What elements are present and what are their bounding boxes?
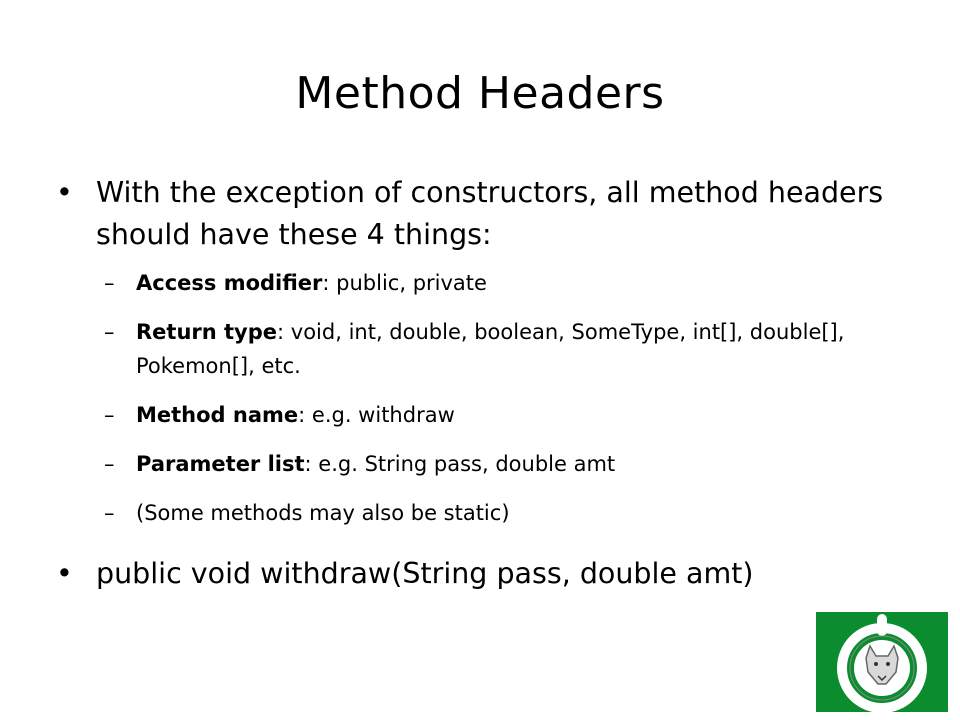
bullet-item	[56, 172, 936, 256]
dash-marker: –	[104, 320, 115, 344]
sub-bullet-item	[56, 496, 936, 530]
sub-bullet-term: Method name	[136, 403, 299, 427]
sub-bullet-item	[56, 398, 936, 432]
bullet-marker: •	[56, 557, 73, 590]
sub-bullet-term: Return type	[136, 320, 278, 344]
sub-bullet-text: : void, int, double, boolean, SomeType, int[], double[], Pokemon[], etc.	[136, 320, 845, 378]
dash-marker: –	[104, 452, 115, 476]
sub-bullet-text: : e.g. withdraw	[298, 403, 455, 427]
dash-marker: –	[104, 271, 115, 295]
sub-bullet-item	[56, 447, 936, 481]
sub-bullet-item	[56, 315, 936, 383]
bullet-text: With the exception of constructors, all method headers should have these 4 things:	[96, 176, 884, 251]
sub-bullet-term: Parameter list	[136, 452, 305, 476]
dash-marker: –	[104, 501, 115, 525]
sub-bullet-text: : public, private	[322, 271, 487, 295]
bullet-marker: •	[56, 176, 73, 209]
bullet-item	[56, 553, 936, 595]
logo-box	[816, 612, 948, 712]
dash-marker: –	[104, 403, 115, 427]
sub-bullet-item	[56, 266, 936, 300]
sub-bullet-text: : e.g. String pass, double amt	[304, 452, 616, 476]
bullet-list	[56, 172, 936, 595]
wolf-seal-logo-icon	[816, 612, 948, 712]
slide-title: Method Headers	[295, 68, 665, 119]
sub-bullet-list	[56, 256, 936, 553]
sub-bullet-term: Access modifier	[136, 271, 323, 295]
sub-bullet-text: (Some methods may also be static)	[136, 501, 510, 525]
bullet-text: public void withdraw(String pass, double amt)	[96, 557, 754, 590]
